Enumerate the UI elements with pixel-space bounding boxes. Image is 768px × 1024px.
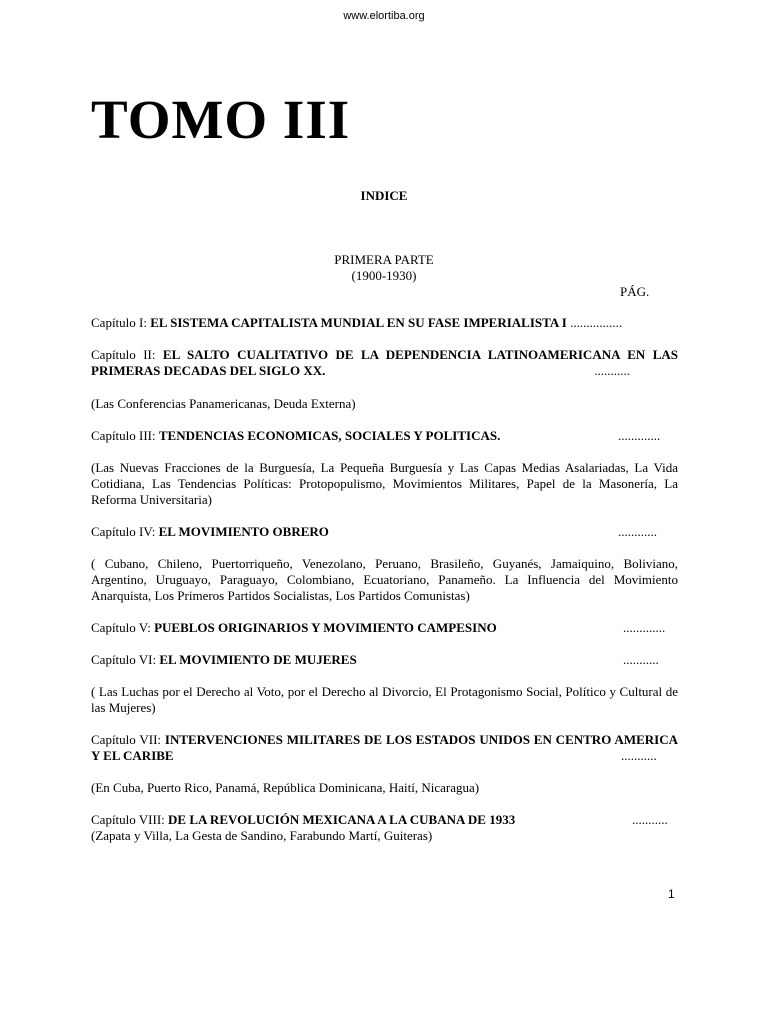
chapter-heading bbox=[91, 347, 678, 379]
leader-dots: ............. bbox=[623, 620, 666, 635]
chapter-label: Capítulo V: bbox=[91, 620, 155, 635]
index-heading: INDICE bbox=[360, 188, 408, 203]
chapter-subtopics: (Las Nuevas Fracciones de la Burguesía, La Pequeña Burguesía y Las Capas Medias Asalariadas, La Vida Cotidiana, Las Tendencias Políticas: Protopopulismo, Movimientos Militares, Papel de la Masonería, La Reforma Universitaria) bbox=[91, 460, 678, 507]
leader-dots: ........... bbox=[623, 652, 659, 667]
chapter-label: Capítulo III: bbox=[91, 428, 159, 443]
chapter-title: EL SISTEMA CAPITALISTA MUNDIAL EN SU FASE IMPERIALISTA I bbox=[150, 315, 567, 330]
chapter-subtopics: ( Cubano, Chileno, Puertorriqueño, Venezolano, Peruano, Brasileño, Guyanés, Jamaiquino, Boliviano, Argentino, Uruguayo, Paraguayo, Colombiano, Ecuatoriano, Panameño. La Influencia del Movimiento Anarquista, Los Primeros Partidos Socialistas, Los Partidos Comunistas) bbox=[91, 556, 678, 603]
toc-entry-chapter-2 bbox=[91, 347, 678, 412]
leader-dots: ................ bbox=[570, 315, 623, 330]
leader-dots: ............ bbox=[618, 524, 657, 539]
part-years: (1900-1930) bbox=[351, 268, 417, 283]
chapter-heading bbox=[91, 524, 678, 540]
leader-dots: ........... bbox=[621, 748, 657, 763]
table-of-contents bbox=[91, 315, 678, 844]
chapter-subtopics: (Zapata y Villa, La Gesta de Sandino, Farabundo Martí, Guiteras) bbox=[91, 828, 433, 843]
chapter-title: EL MOVIMIENTO OBRERO bbox=[158, 524, 329, 539]
toc-entry-chapter-7 bbox=[91, 732, 678, 796]
toc-entry-chapter-4 bbox=[91, 524, 678, 604]
chapter-title: TENDENCIAS ECONOMICAS, SOCIALES Y POLITICAS. bbox=[158, 428, 501, 443]
toc-entry-chapter-5 bbox=[91, 620, 678, 636]
leader-dots: ........... bbox=[632, 812, 668, 827]
chapter-label: Capítulo IV: bbox=[91, 524, 159, 539]
site-url: www.elortiba.org bbox=[343, 10, 425, 22]
chapter-heading bbox=[91, 652, 678, 668]
chapter-heading bbox=[91, 812, 678, 828]
chapter-heading bbox=[91, 315, 678, 331]
chapter-heading bbox=[91, 620, 678, 636]
chapter-title: DE LA REVOLUCIÓN MEXICANA A LA CUBANA DE 1933 bbox=[168, 812, 516, 827]
chapter-label: Capítulo VII: bbox=[91, 732, 165, 747]
leader-dots: ............. bbox=[618, 428, 661, 443]
chapter-subtopics: (En Cuba, Puerto Rico, Panamá, República Dominicana, Haití, Nicaragua) bbox=[91, 780, 480, 795]
toc-entry-chapter-6 bbox=[91, 652, 678, 716]
chapter-title: EL MOVIMIENTO DE MUJERES bbox=[159, 652, 357, 667]
chapter-label: Capítulo VI: bbox=[91, 652, 160, 667]
part-title: PRIMERA PARTE bbox=[334, 252, 434, 267]
toc-entry-chapter-3 bbox=[91, 428, 678, 508]
chapter-subtopics: (Las Conferencias Panamericanas, Deuda Externa) bbox=[91, 396, 356, 411]
leader-dots: ........... bbox=[594, 363, 630, 378]
chapter-title: INTERVENCIONES MILITARES DE LOS ESTADOS UNIDOS EN CENTRO AMERICA Y EL CARIBE bbox=[91, 732, 678, 763]
toc-entry-chapter-8 bbox=[91, 812, 678, 844]
chapter-subtopics: ( Las Luchas por el Derecho al Voto, por el Derecho al Divorcio, El Protagonismo Social, Político y Cultural de las Mujeres) bbox=[91, 684, 678, 715]
chapter-label: Capítulo I: bbox=[91, 315, 151, 330]
chapter-heading bbox=[91, 428, 678, 444]
toc-entry-chapter-1 bbox=[91, 315, 678, 331]
chapter-label: Capítulo VIII: bbox=[91, 812, 169, 827]
chapter-heading bbox=[91, 732, 678, 764]
page-column-label: PÁG. bbox=[620, 284, 650, 299]
page-number: 1 bbox=[668, 887, 675, 901]
chapter-label: Capítulo II: bbox=[91, 347, 163, 362]
volume-title: TOMO III bbox=[91, 89, 351, 150]
chapter-title: EL SALTO CUALITATIVO DE LA DEPENDENCIA LATINOAMERICANA EN LAS PRIMERAS DECADAS DEL SIGLO XX. bbox=[91, 347, 678, 378]
chapter-title: PUEBLOS ORIGINARIOS Y MOVIMIENTO CAMPESINO bbox=[154, 620, 497, 635]
